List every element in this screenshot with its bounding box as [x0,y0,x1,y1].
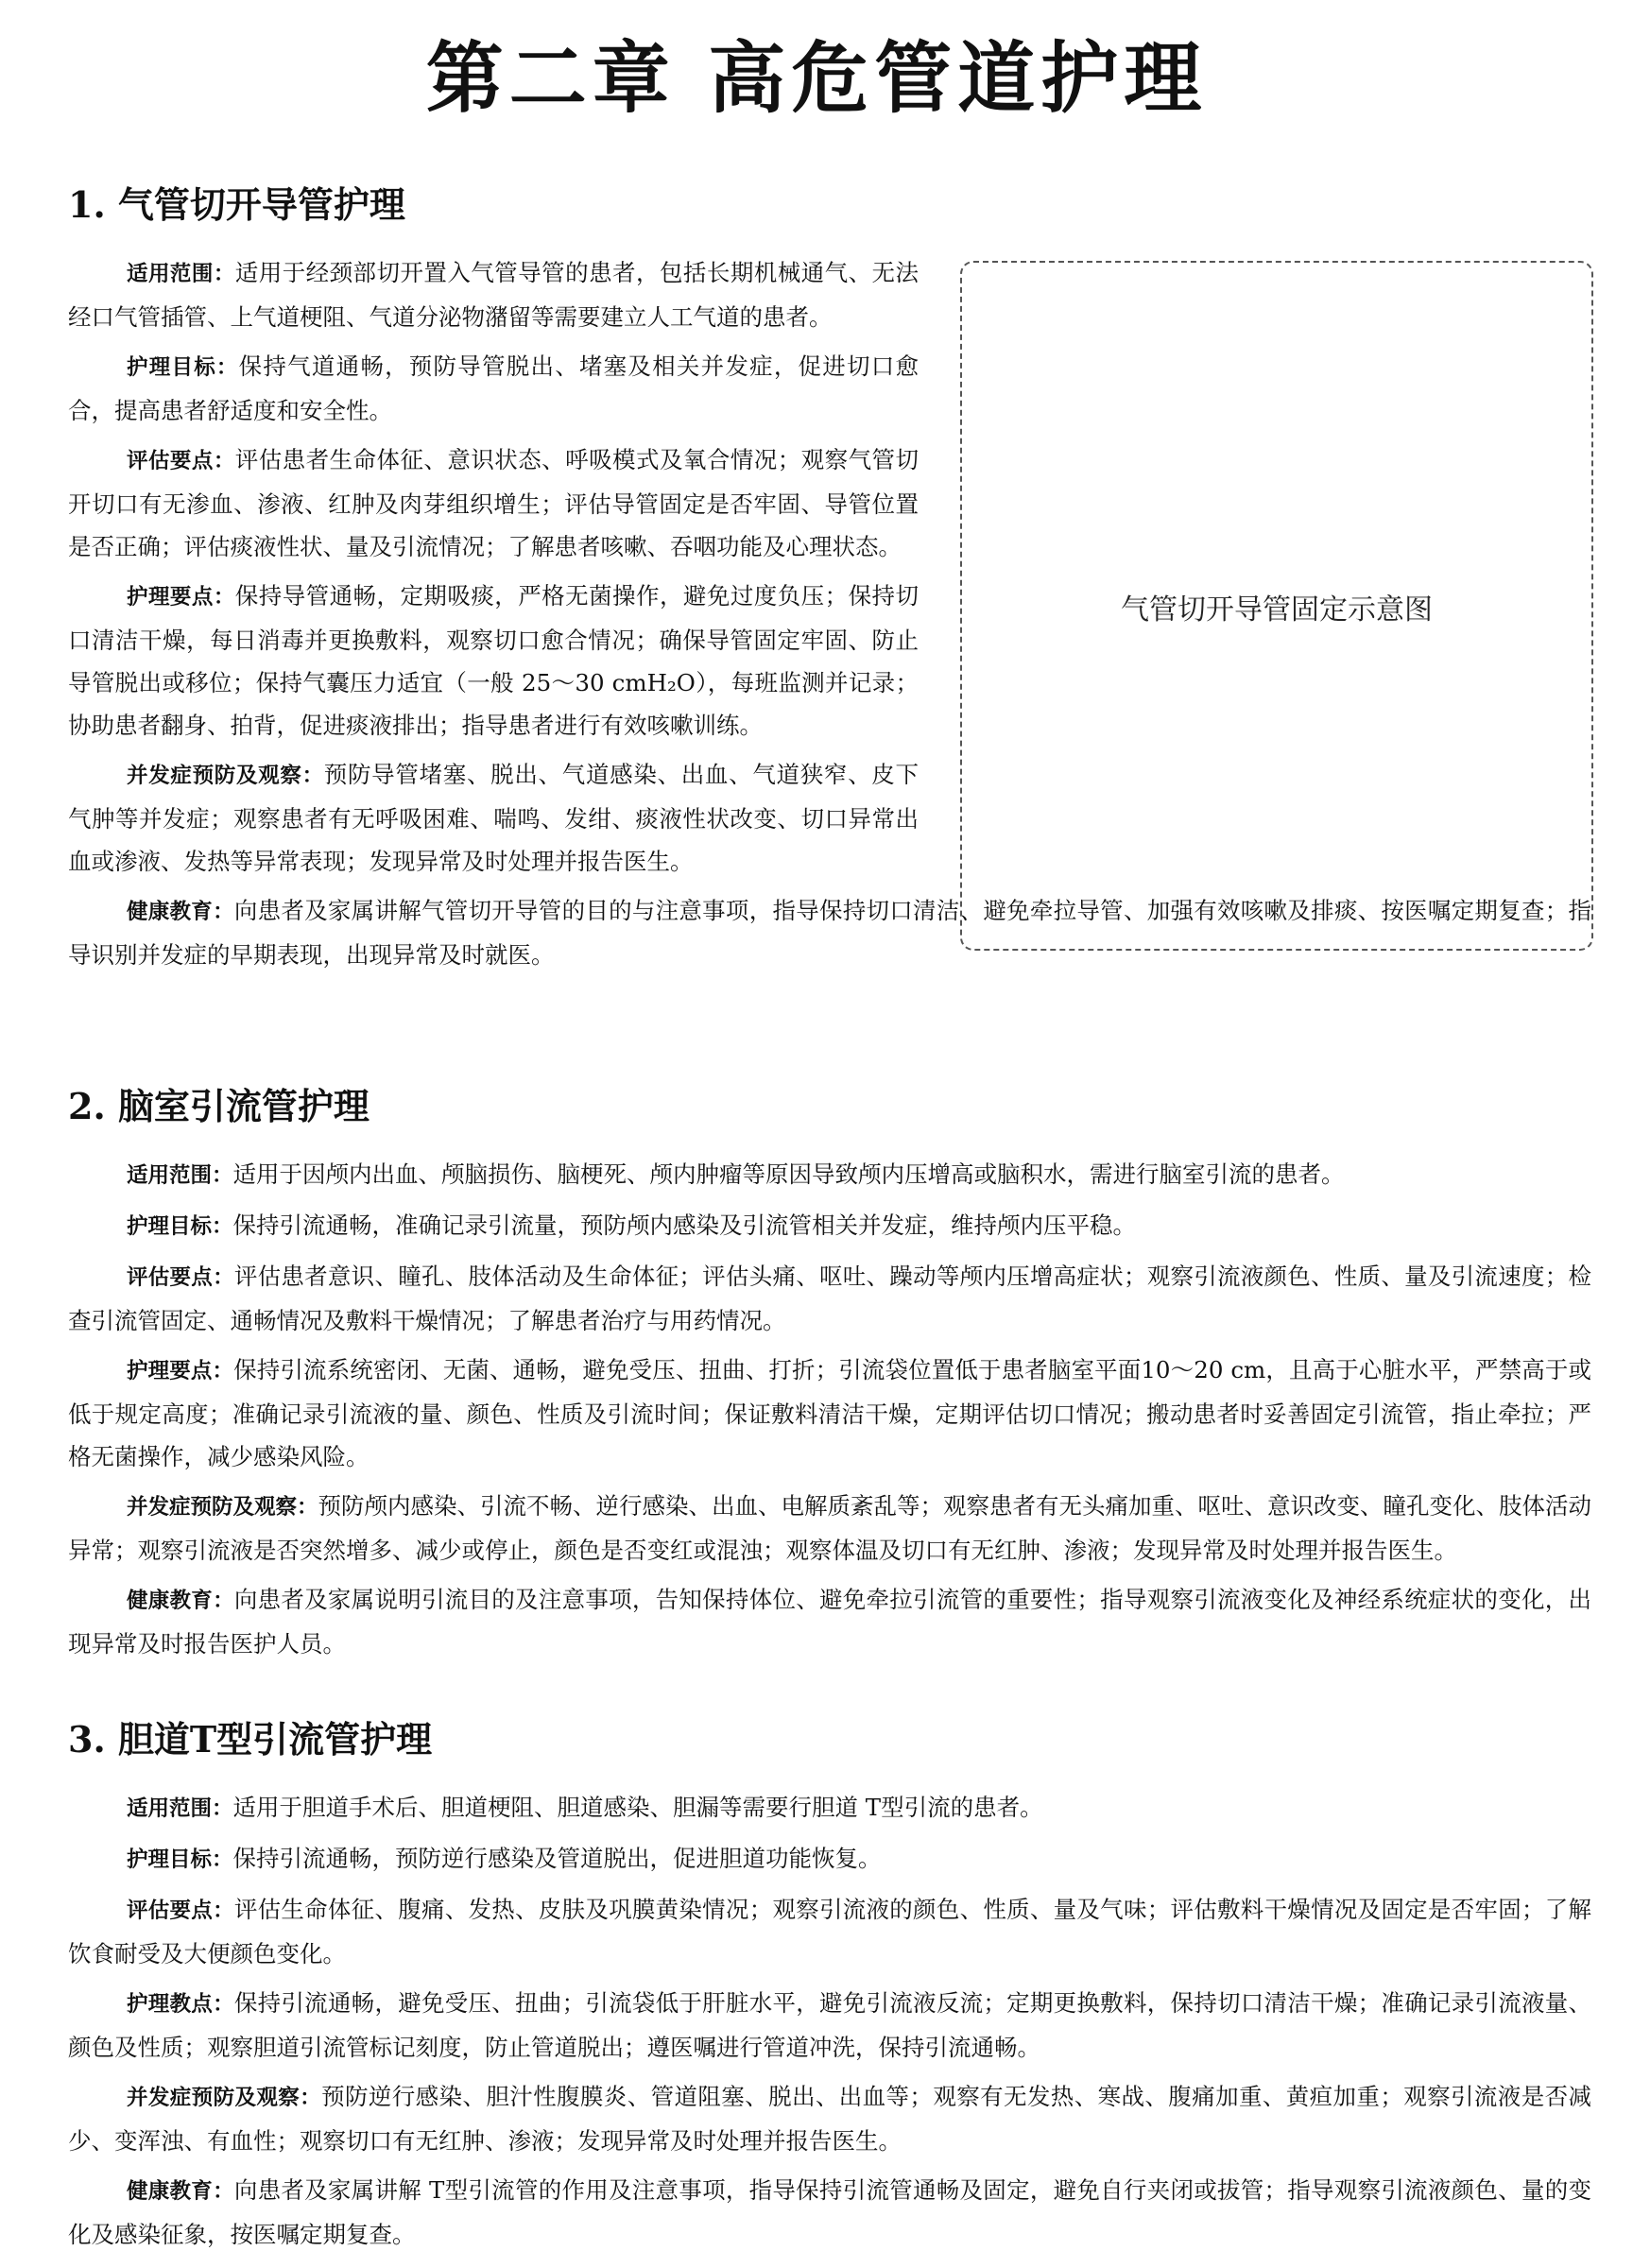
text: 预防导管堵塞、脱出、气道感染、出血、气道狭窄、皮下气肿等并发症；观察患者有无呼吸困难、喘鸣、发绀、痰液性状改变、切口异常出血或渗液、发热等异常表现；发现异常及时处理并报告医生。 [68,761,919,875]
text: 保持导管通畅，定期吸痰，严格无菌操作，避免过度负压；保持切口清洁干燥，每日消毒并更换敷料，观察切口愈合情况；确保导管固定牢固、防止导管脱出或移位；保持气囊压力适宜（一般 25～30 cmH₂O），每班监测并记录；协助患者翻身、拍背，促进痰液排出；指导患者进行有效咳嗽训练。 [68,582,919,739]
label: 评估要点： [127,1265,234,1290]
text: 保持引流通畅，避免受压、扭曲；引流袋低于肝脏水平，避免引流液反流；定期更换敷料，保持切口清洁干燥；准确记录引流液量、颜色及性质；观察胆道引流管标记刻度，防止管道脱出；遵医嘱进行管道冲洗，保持引流通畅。 [68,1989,1591,2061]
text: 保持引流通畅，准确记录引流量，预防颅内感染及引流管相关并发症，维持颅内压平稳。 [232,1211,1137,1239]
section-heading-1: 1. 气管切开导管护理 [68,183,405,226]
label: 护理目标： [127,355,239,380]
label: 健康教育： [127,2179,234,2204]
text: 向患者及家属说明引流目的及注意事项，告知保持体位、避免牵拉引流管的重要性；指导观察引流液变化及神经系统症状的变化，出现异常及时报告医护人员。 [68,1586,1591,1658]
section-2-scope [68,1153,1591,1197]
label: 适用范围： [127,1796,233,1821]
text: 适用于因颅内出血、颅脑损伤、脑梗死、颅内肿瘤等原因导致颅内压增高或脑积水，需进行脑室引流的患者。 [232,1160,1345,1188]
section-1-assessment [68,438,919,568]
label: 护理教点： [127,1992,234,2017]
text: 评估生命体征、腹痛、发热、皮肤及巩膜黄染情况；观察引流液的颜色、性质、量及气味；评估敷料干燥情况及固定是否牢固；了解饮食耐受及大便颜色变化。 [68,1896,1591,1967]
section-1-care-points [68,575,919,747]
text: 向患者及家属讲解气管切开导管的目的与注意事项，指导保持切口清洁、避免牵拉导管、加强有效咳嗽及排痰、按医嘱定期复查；指导识别并发症的早期表现，出现异常及时就医。 [68,897,1591,969]
label: 并发症预防及观察： [127,2086,322,2110]
section-3-assessment [68,1888,1591,1975]
section-1-goal [68,345,919,432]
section-1-complications [68,753,919,883]
text: 适用于胆道手术后、胆道梗阻、胆道感染、胆漏等需要行胆道 T型引流的患者。 [232,1794,1043,1821]
text: 保持引流系统密闭、无菌、通畅，避免受压、扭曲、打折；引流袋位置低于患者脑室平面10～20 cm，且高于心脏水平，严禁高于或低于规定高度；准确记录引流液的量、颜色、性质及引流时间；保证敷料清洁干燥，定期评估切口情况；搬动患者时妥善固定引流管，指止牵拉；严格无菌操作，减少感染风险。 [68,1356,1591,1470]
label: 并发症预防及观察： [127,764,324,788]
label: 健康教育： [127,1589,234,1613]
label: 护理目标： [127,1847,233,1872]
text: 预防颅内感染、引流不畅、逆行感染、出血、电解质紊乱等；观察患者有无头痛加重、呕吐、意识改变、瞳孔变化、肢体活动异常；观察引流液是否突然增多、减少或停止，颜色是否变红或混浊；观察体温及切口有无红肿、渗液；发现异常及时处理并报告医生。 [68,1492,1592,1564]
label: 护理目标： [127,1214,233,1239]
figure-placeholder [960,261,1593,951]
section-3-goal [68,1837,1591,1881]
text: 向患者及家属讲解 T型引流管的作用及注意事项，指导保持引流管通畅及固定，避免自行夹闭或拔管；指导观察引流液颜色、量的变化及感染征象，按医嘱定期复查。 [68,2176,1591,2248]
section-3-complications [68,2075,1591,2162]
section-3-body [68,1786,1591,2262]
section-2-assessment [68,1255,1591,1342]
text: 预防逆行感染、胆汁性腹膜炎、管道阻塞、脱出、出血等；观察有无发热、寒战、腹痛加重、黄疸加重；观察引流液是否减少、变浑浊、有血性；观察切口有无红肿、渗液；发现异常及时处理并报告医生。 [68,2083,1591,2155]
section-2-care-points [68,1349,1591,1478]
text: 评估患者意识、瞳孔、肢体活动及生命体征；评估头痛、呕吐、躁动等颅内压增高症状；观察引流液颜色、性质、量及引流速度；检查引流管固定、通畅情况及敷料干燥情况；了解患者治疗与用药情况。 [68,1263,1591,1334]
section-heading-2: 2. 脑室引流管护理 [68,1085,370,1127]
section-3-care-points [68,1982,1591,2069]
label: 适用范围： [127,1163,233,1188]
label: 评估要点： [127,449,235,473]
text: 保持气道通畅，预防导管脱出、堵塞及相关并发症，促进切口愈合，提高患者舒适度和安全性。 [68,352,919,424]
label: 并发症预防及观察： [127,1495,318,1520]
section-1-scope [68,251,919,338]
label: 护理要点： [127,585,235,610]
label: 护理要点： [127,1359,234,1383]
label: 适用范围： [127,262,235,286]
section-3-scope [68,1786,1591,1830]
section-2-body [68,1153,1591,1672]
section-2-goal [68,1204,1591,1248]
section-2-complications [68,1485,1591,1572]
label: 健康教育： [127,900,234,924]
label: 评估要点： [127,1899,234,1923]
text: 评估患者生命体征、意识状态、呼吸模式及氧合情况；观察气管切开切口有无渗血、渗液、红肿及肉芽组织增生；评估导管固定是否牢固、导管位置是否正确；评估痰液性状、量及引流情况；了解患者咳嗽、吞咽功能及心理状态。 [68,446,919,560]
section-2-education [68,1578,1591,1665]
text: 保持引流通畅，预防逆行感染及管道脱出，促进胆道功能恢复。 [232,1845,882,1872]
chapter-title: 第二章 高危管道护理 [425,33,1208,124]
figure-caption: 气管切开导管固定示意图 [1121,593,1433,627]
section-heading-3: 3. 胆道T型引流管护理 [68,1718,433,1761]
section-3-education [68,2169,1591,2256]
text: 适用于经颈部切开置入气管导管的患者，包括长期机械通气、无法经口气管插管、上气道梗阻、气道分泌物潴留等需要建立人工气道的患者。 [68,259,919,331]
